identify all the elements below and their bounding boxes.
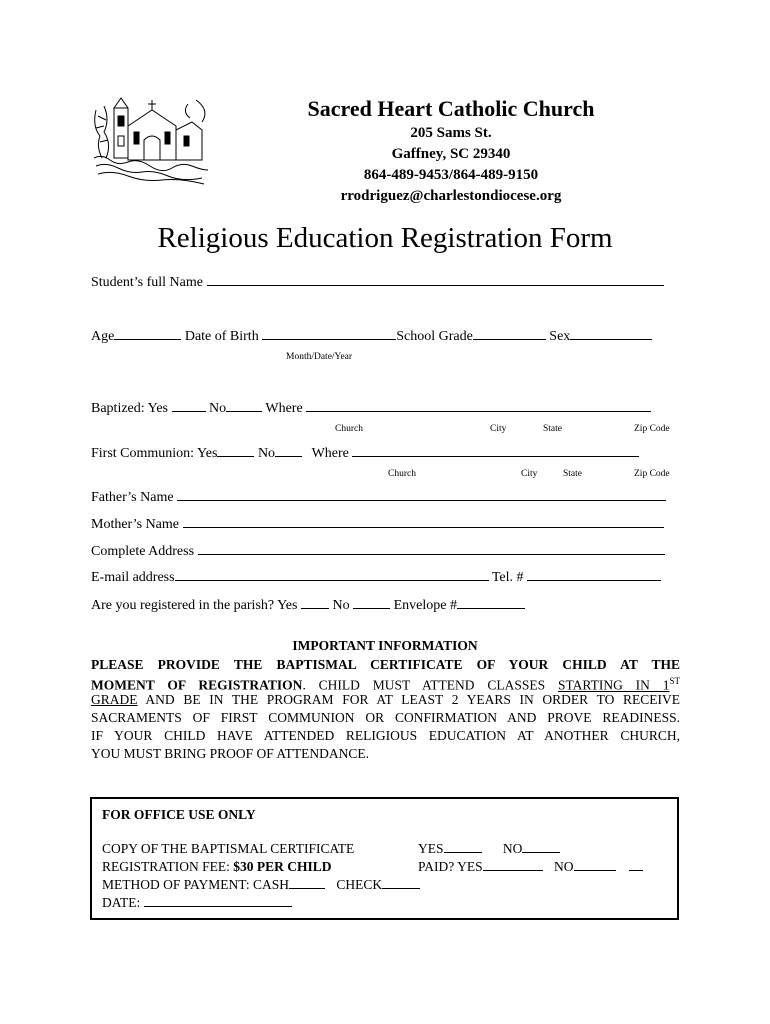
office-copy-label: COPY OF THE BAPTISMAL CERTIFICATE	[102, 841, 355, 856]
age-field[interactable]	[114, 326, 181, 340]
office-copy-no-label: NO	[502, 841, 523, 856]
address-label: Complete Address	[91, 544, 195, 559]
baptized-where-field[interactable]	[306, 398, 651, 412]
office-title: FOR OFFICE USE ONLY	[102, 807, 256, 822]
baptized-state-hint: State	[543, 424, 562, 434]
office-copy-yes-field[interactable]	[444, 839, 482, 853]
office-fee-value: $30 PER CHILD	[233, 859, 332, 874]
baptized-row	[91, 398, 651, 417]
first-communion-where-field[interactable]	[352, 443, 639, 457]
church-city: Gaffney, SC 29340	[391, 146, 511, 162]
office-paid-no-field[interactable]	[574, 857, 616, 871]
email-field[interactable]	[175, 567, 489, 581]
baptized-yes-field[interactable]	[172, 398, 206, 412]
info-line-3-text: AND BE IN THE PROGRAM FOR AT LEAST 2 YEARS IN ORDER TO RECEIVE	[137, 692, 680, 707]
mother-label: Mother’s Name	[91, 517, 179, 532]
first-communion-no-field[interactable]	[275, 443, 302, 457]
form-title: Religious Education Registration Form	[157, 222, 613, 254]
student-name-row	[91, 272, 664, 291]
age-label: Age	[91, 329, 115, 344]
baptized-label: Baptized: Yes	[91, 401, 168, 416]
student-name-field[interactable]	[207, 272, 664, 286]
info-line-3-underline: GRADE	[91, 692, 138, 707]
first-communion-row	[91, 443, 639, 462]
office-paid-label: PAID? YES	[418, 859, 483, 874]
parish-no-label: No	[332, 598, 350, 613]
first-communion-where-label: Where	[311, 446, 349, 461]
info-line-1: PLEASE PROVIDE THE BAPTISMAL CERTIFICATE OF YOUR CHILD AT THE	[91, 657, 680, 672]
office-check-field[interactable]	[382, 875, 420, 889]
student-name-label: Student’s full Name	[91, 275, 203, 290]
office-fee-row	[102, 857, 643, 875]
office-paid-yes-field[interactable]	[483, 857, 543, 871]
baptized-city-hint: City	[490, 424, 507, 434]
parish-label: Are you registered in the parish? Yes	[91, 598, 298, 613]
office-copy-no-field[interactable]	[522, 839, 560, 853]
baptized-no-field[interactable]	[226, 398, 262, 412]
fc-city-hint: City	[521, 469, 538, 479]
church-email: rrodriguez@charlestondiocese.org	[340, 188, 562, 204]
address-field[interactable]	[198, 541, 665, 555]
baptized-where-label: Where	[265, 401, 303, 416]
office-paid-extra-field[interactable]	[629, 857, 643, 871]
address-row	[91, 541, 665, 560]
first-communion-no-label: No	[257, 446, 276, 461]
email-row	[91, 567, 661, 586]
info-line-2-text: . CHILD MUST ATTEND CLASSES	[302, 677, 558, 693]
mother-field[interactable]	[183, 514, 664, 528]
office-date-row	[102, 893, 292, 911]
info-line-5: IF YOUR CHILD HAVE ATTENDED RELIGIOUS EDUCATION AT ANOTHER CHURCH,	[91, 728, 680, 743]
church-logo	[92, 96, 210, 186]
info-heading: IMPORTANT INFORMATION	[292, 638, 478, 653]
father-row	[91, 487, 666, 506]
father-field[interactable]	[177, 487, 666, 501]
office-copy-yes-label: YES	[418, 841, 444, 856]
school-grade-field[interactable]	[473, 326, 546, 340]
church-phones: 864-489-9453/864-489-9150	[363, 167, 539, 183]
parish-row	[91, 595, 525, 614]
office-cash-field[interactable]	[289, 875, 325, 889]
dob-field[interactable]	[262, 326, 396, 340]
dob-hint: Month/Date/Year	[286, 352, 353, 362]
father-label: Father’s Name	[91, 490, 174, 505]
info-line-2-underline: STARTING IN 1	[557, 677, 670, 693]
office-method-row	[102, 875, 420, 893]
office-use-box	[90, 797, 679, 920]
parish-no-field[interactable]	[353, 595, 390, 609]
church-street: 205 Sams St.	[410, 125, 492, 141]
envelope-label: Envelope #	[393, 598, 457, 613]
baptized-no-label: No	[209, 401, 227, 416]
info-line-3	[91, 691, 680, 709]
dob-label: Date of Birth	[184, 329, 259, 344]
fc-state-hint: State	[563, 469, 582, 479]
fc-church-hint: Church	[388, 469, 416, 479]
first-communion-label: First Communion: Yes	[91, 446, 218, 461]
office-date-label: DATE:	[102, 895, 141, 910]
sex-label: Sex	[549, 329, 571, 344]
info-line-2-sup: ST	[669, 676, 681, 686]
mother-row	[91, 514, 664, 533]
school-grade-label: School Grade	[396, 329, 473, 344]
office-check-label: CHECK	[336, 877, 383, 892]
office-method-label: METHOD OF PAYMENT: CASH	[102, 877, 289, 892]
envelope-field[interactable]	[457, 595, 525, 609]
email-label: E-mail address	[91, 570, 175, 585]
church-name: Sacred Heart Catholic Church	[307, 96, 595, 121]
info-line-6: YOU MUST BRING PROOF OF ATTENDANCE.	[91, 746, 370, 761]
info-line-4: SACRAMENTS OF FIRST COMMUNION OR CONFIRMATION AND PROVE READINESS.	[91, 710, 680, 725]
office-fee-label: REGISTRATION FEE:	[102, 859, 234, 874]
tel-field[interactable]	[527, 567, 661, 581]
office-paid-no-label: NO	[554, 859, 574, 874]
parish-yes-field[interactable]	[301, 595, 329, 609]
baptized-church-hint: Church	[335, 424, 363, 434]
sex-field[interactable]	[570, 326, 652, 340]
baptized-zip-hint: Zip Code	[634, 424, 670, 434]
first-communion-yes-field[interactable]	[217, 443, 254, 457]
fc-zip-hint: Zip Code	[634, 469, 670, 479]
age-row	[91, 326, 652, 345]
info-line-2-bold: MOMENT OF REGISTRATION	[91, 677, 303, 693]
tel-label: Tel. #	[491, 570, 524, 585]
office-date-field[interactable]	[144, 893, 292, 907]
office-copy-row	[102, 839, 560, 857]
